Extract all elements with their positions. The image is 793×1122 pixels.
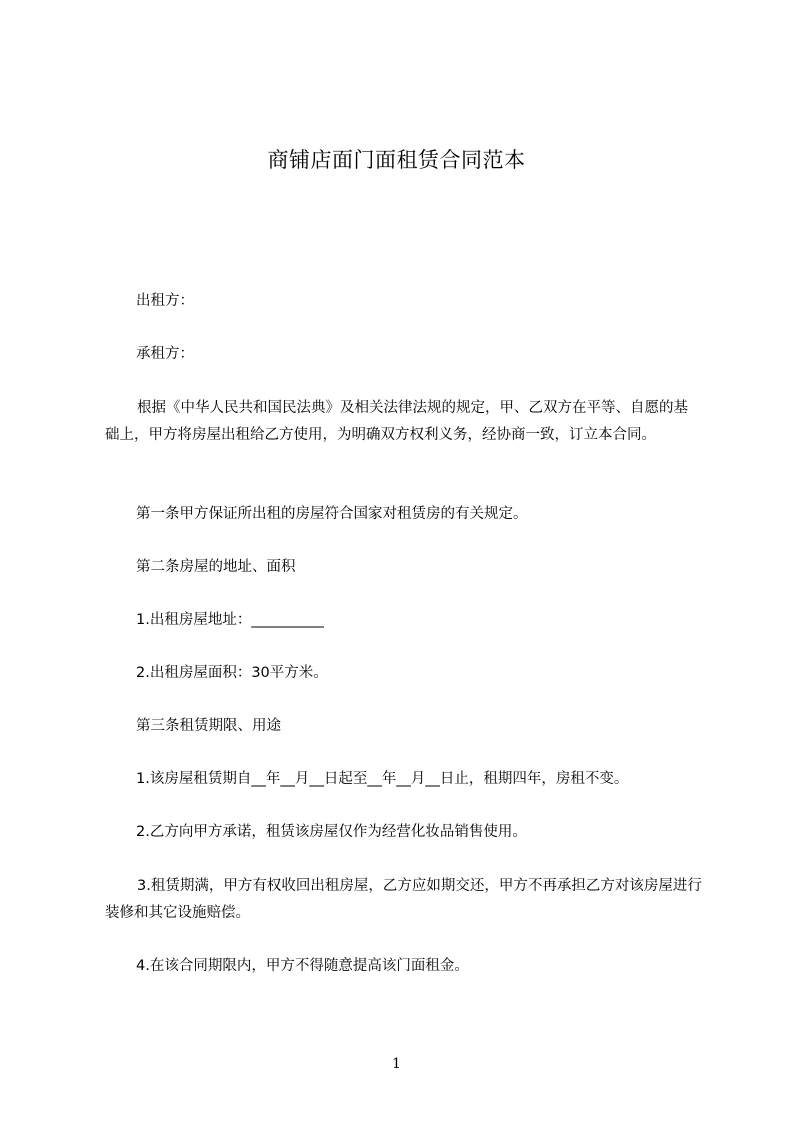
article-2-item-2: 2.出租房屋面积：30平方米。 (136, 665, 328, 681)
article-3-item-1: 1.该房屋租赁期自__年__月__日起至__年__月__日止，租期四年，房租不变。 (136, 771, 629, 787)
article-2-item-1: 1.出租房屋地址：__________ (136, 612, 324, 628)
document-title: 商铺店面门面租赁合同范本 (267, 148, 526, 172)
preamble-paragraph: 根据《中华人民共和国民法典》及相关法律法规的规定，甲、乙双方在平等、自愿的基础上，甲方将房屋出租给乙方使用，为明确双方权利义务，经协商一致，订立本合同。 (105, 400, 688, 443)
article-2-heading: 第二条房屋的地址、面积 (136, 559, 296, 575)
page-number: 1 (392, 1056, 401, 1072)
article-3-item-3: 3.租赁期满，甲方有权收回出租房屋，乙方应如期交还，甲方不再承担乙方对该房屋进行装修和其它设施赔偿。 (105, 878, 702, 921)
article-3-item-2: 2.乙方向甲方承诺，租赁该房屋仅作为经营化妆品销售使用。 (136, 824, 527, 840)
lessee-line: 承租方： (136, 346, 194, 362)
article-1: 第一条甲方保证所出租的房屋符合国家对租赁房的有关规定。 (136, 506, 528, 522)
article-3-item-4: 4.在该合同期限内，甲方不得随意提高该门面租金。 (136, 958, 469, 974)
lessor-line: 出租方： (136, 293, 194, 309)
article-3-heading: 第三条租赁期限、用途 (136, 718, 281, 734)
